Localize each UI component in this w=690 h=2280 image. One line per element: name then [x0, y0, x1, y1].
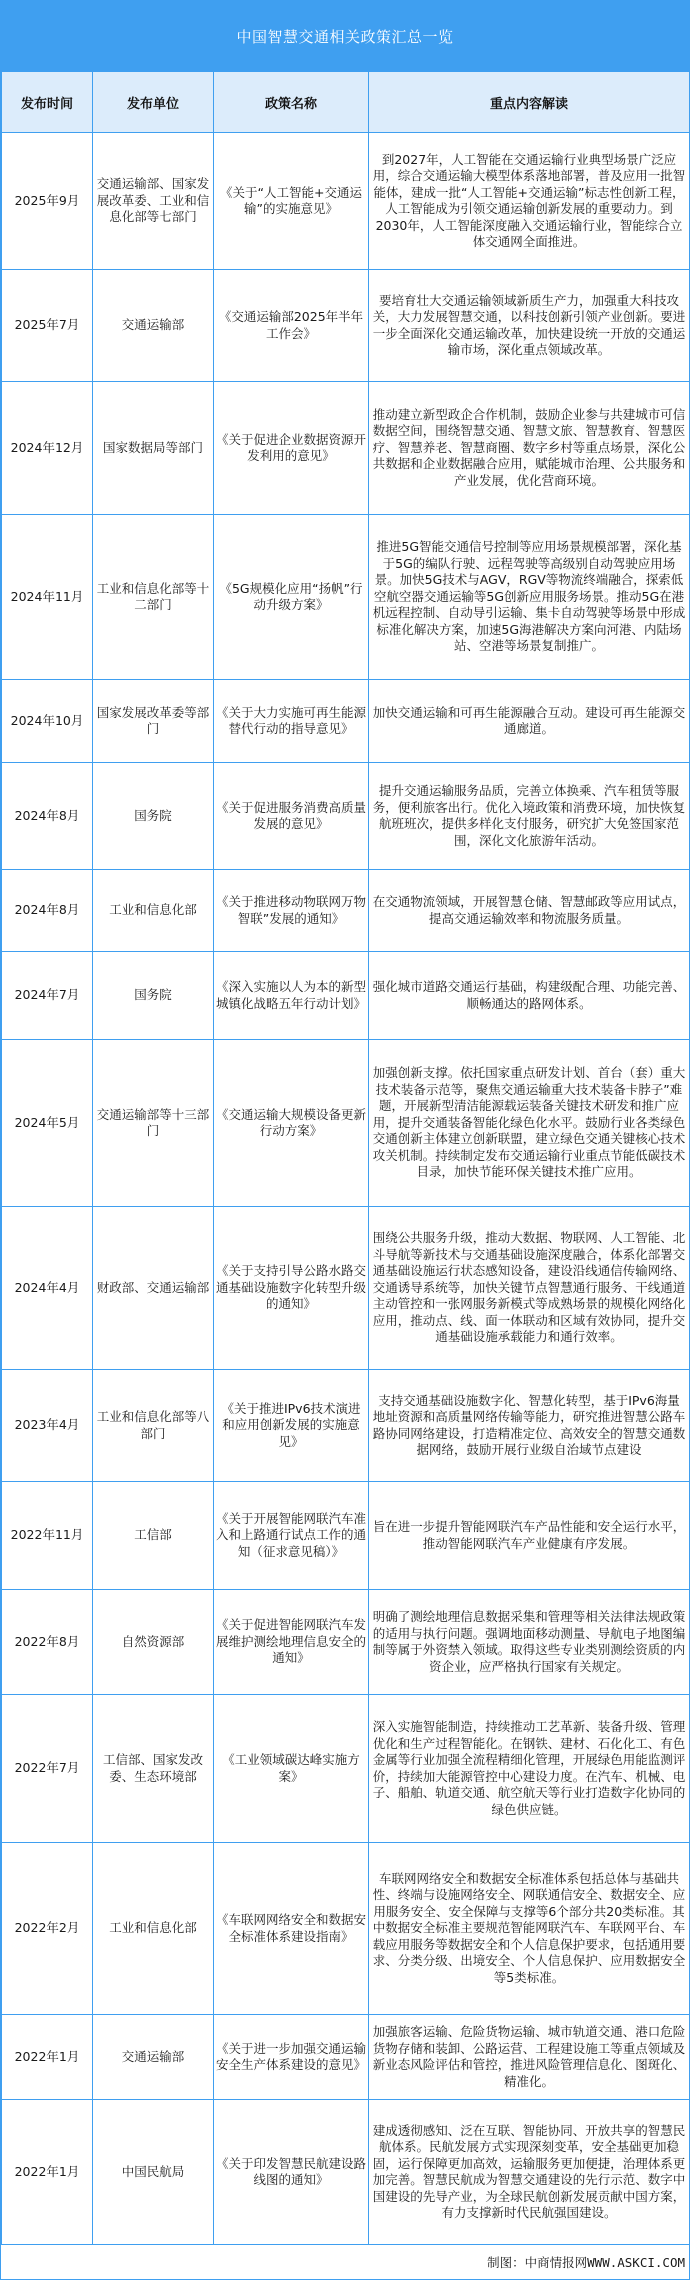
cell-date: 2025年9月 [2, 133, 93, 270]
table-row [2, 1590, 690, 1695]
page-title: 中国智慧交通相关政策汇总一览 [1, 1, 689, 71]
table-row [2, 1207, 690, 1370]
column-header-date: 发布时间 [2, 72, 93, 133]
table-row [2, 1040, 690, 1207]
cell-issuer: 国务院 [93, 763, 214, 870]
table-row [2, 515, 690, 680]
cell-date: 2024年7月 [2, 952, 93, 1040]
cell-summary: 加快交通运输和可再生能源融合互动。建设可再生能源交通廊道。 [369, 680, 690, 763]
table-header-row [2, 72, 690, 133]
cell-policy: 《关于推进IPv6技术演进和应用创新发展的实施意见》 [214, 1370, 369, 1482]
cell-date: 2024年11月 [2, 515, 93, 680]
table-row [2, 1695, 690, 1843]
policy-table [1, 71, 690, 2245]
cell-policy: 《工业领域碳达峰实施方案》 [214, 1695, 369, 1843]
cell-summary: 提升交通运输服务品质，完善立体换乘、汽车租赁等服务，便利旅客出行。优化入境政策和消费环境，加快恢复航班班次，提供多样化支付服务，研究扩大免签国家范围，深化文化旅游年活动。 [369, 763, 690, 870]
cell-policy: 《关于开展智能网联汽车准入和上路通行试点工作的通知（征求意见稿）》 [214, 1482, 369, 1590]
cell-summary: 旨在进一步提升智能网联汽车产品性能和安全运行水平，推动智能网联汽车产业健康有序发展。 [369, 1482, 690, 1590]
cell-policy: 《交通运输部2025年半年工作会》 [214, 270, 369, 382]
table-row [2, 133, 690, 270]
table-row [2, 2015, 690, 2100]
cell-summary: 加强创新支撑。依托国家重点研发计划、首台（套）重大技术装备示范等，聚焦交通运输重大技术装备卡脖子”难题，开展新型清洁能源载运装备关键技术研发和推广应用，提升交通装备智能化绿色化水平。鼓励行业各类绿色交通创新主体建立创新联盟，建立绿色交通关键核心技术攻关机制。持续制定发布交通运输行业重点节能低碳技术目录，加快节能环保关键技术推广应用。 [369, 1040, 690, 1207]
cell-issuer: 工业和信息化部 [93, 870, 214, 952]
cell-summary: 围绕公共服务升级，推动大数据、物联网、人工智能、北斗导航等新技术与交通基础设施深度融合，体系化部署交通基础设施运行状态感知设备，建设沿线通信传输网络、交通诱导系统等，加快关键节点智慧通行服务、干线通道主动管控和一张网服务新模式等成熟场景的规模化网络化应用，推动点、线、面一体联动和区域有效协同，提升交通基础设施承载能力和通行效率。 [369, 1207, 690, 1370]
cell-date: 2024年10月 [2, 680, 93, 763]
cell-policy: 《关于“人工智能+交通运输”的实施意见》 [214, 133, 369, 270]
cell-policy: 《关于促进智能网联汽车发展维护测绘地理信息安全的通知》 [214, 1590, 369, 1695]
cell-issuer: 国务院 [93, 952, 214, 1040]
cell-policy: 《深入实施以人为本的新型城镇化战略五年行动计划》 [214, 952, 369, 1040]
cell-policy: 《交通运输大规模设备更新行动方案》 [214, 1040, 369, 1207]
column-header-summary: 重点内容解读 [369, 72, 690, 133]
cell-date: 2022年1月 [2, 2100, 93, 2245]
cell-summary: 建成透彻感知、泛在互联、智能协同、开放共享的智慧民航体系。民航发展方式实现深刻变革，安全基础更加稳固，运行保障更加高效，运输服务更加便捷，治理体系更加完善。智慧民航成为智慧交通建设的先行示范、数字中国建设的先导产业，为全球民航创新发展贡献中国方案，有力支撑新时代民航强国建设。 [369, 2100, 690, 2245]
cell-date: 2022年7月 [2, 1695, 93, 1843]
column-header-policy: 政策名称 [214, 72, 369, 133]
cell-summary: 在交通物流领域，开展智慧仓储、智慧邮政等应用试点，提高交通运输效率和物流服务质量。 [369, 870, 690, 952]
cell-date: 2024年8月 [2, 870, 93, 952]
table-row [2, 2100, 690, 2245]
cell-date: 2022年8月 [2, 1590, 93, 1695]
cell-issuer: 财政部、交通运输部 [93, 1207, 214, 1370]
cell-issuer: 国家发展改革委等部门 [93, 680, 214, 763]
cell-policy: 《关于促进企业数据资源开发利用的意见》 [214, 382, 369, 515]
cell-date: 2024年12月 [2, 382, 93, 515]
cell-summary: 推进5G智能交通信号控制等应用场景规模部署，深化基于5G的编队行驶、远程驾驶等高级别自动驾驶应用场景。加快5G技术与AGV，RGV等物流终端融合，探索低空航空器交通运输等5G创新应用服务场景。推动5G在港机远程控制、自动导引运输、集卡自动驾驶等场景中形成标准化解决方案，加速5G海港解决方案向河港、内陆场站、空港等场景复制推广。 [369, 515, 690, 680]
cell-date: 2024年4月 [2, 1207, 93, 1370]
cell-policy: 《关于推进移动物联网万物智联”发展的通知》 [214, 870, 369, 952]
cell-date: 2024年5月 [2, 1040, 93, 1207]
cell-summary: 车联网网络安全和数据安全标准体系包括总体与基础共性、终端与设施网络安全、网联通信安全、数据安全、应用服务安全、安全保障与支撑等6个部分共20类标准。其中数据安全标准主要规范智能网联汽车、车联网平台、车载应用服务等数据安全和个人信息保护要求，包括通用要求、分类分级、出境安全、个人信息保护、应用数据安全等5类标准。 [369, 1843, 690, 2015]
cell-policy: 《关于大力实施可再生能源替代行动的指导意见》 [214, 680, 369, 763]
cell-date: 2025年7月 [2, 270, 93, 382]
cell-issuer: 工业和信息化部等十二部门 [93, 515, 214, 680]
cell-policy: 《关于支持引导公路水路交通基础设施数字化转型升级的通知》 [214, 1207, 369, 1370]
cell-issuer: 工信部 [93, 1482, 214, 1590]
table-row [2, 270, 690, 382]
table-row [2, 382, 690, 515]
table-row [2, 1370, 690, 1482]
cell-summary: 到2027年，人工智能在交通运输行业典型场景广泛应用，综合交通运输大模型体系落地部署，普及应用一批智能体，建成一批“人工智能+交通运输”标志性创新工程，人工智能成为引领交通运输创新发展的重要动力。到2030年，人工智能深度融入交通运输行业，智能综合立体交通网全面推进。 [369, 133, 690, 270]
table-row [2, 870, 690, 952]
cell-issuer: 中国民航局 [93, 2100, 214, 2245]
cell-policy: 《车联网网络安全和数据安全标准体系建设指南》 [214, 1843, 369, 2015]
table-row [2, 680, 690, 763]
table-row [2, 1482, 690, 1590]
cell-issuer: 交通运输部等十三部门 [93, 1040, 214, 1207]
cell-summary: 支持交通基础设施数字化、智慧化转型，基于IPv6海量地址资源和高质量网络传输等能力，研究推进智慧公路车路协同网络建设，打造精准定位、高效安全的智慧交通数据网络，鼓励开展行业级自治域节点建设 [369, 1370, 690, 1482]
table-row [2, 952, 690, 1040]
cell-summary: 强化城市道路交通运行基础，构建级配合理、功能完善、顺畅通达的路网体系。 [369, 952, 690, 1040]
cell-date: 2022年11月 [2, 1482, 93, 1590]
table-row [2, 763, 690, 870]
cell-date: 2022年2月 [2, 1843, 93, 2015]
cell-summary: 推动建立新型政企合作机制，鼓励企业参与共建城市可信数据空间，围绕智慧交通、智慧文旅、智慧教育、智慧医疗、智慧养老、智慧商圈、数字乡村等重点场景，深化公共数据和企业数据融合应用，赋能城市治理、公共服务和产业发展，优化营商环境。 [369, 382, 690, 515]
cell-date: 2024年8月 [2, 763, 93, 870]
source-credit: 制图：中商情报网WWW.ASKCI.COM [487, 2255, 685, 2270]
cell-summary: 深入实施智能制造，持续推动工艺革新、装备升级、管理优化和生产过程智能化。在钢铁、建材、石化化工、有色金属等行业加强全流程精细化管理，开展绿色用能监测评价，持续加大能源管控中心建设力度。在汽车、机械、电子、船舶、轨道交通、航空航天等行业打造数字化协同的绿色供应链。 [369, 1695, 690, 1843]
cell-policy: 《关于进一步加强交通运输安全生产体系建设的意见》 [214, 2015, 369, 2100]
cell-policy: 《5G规模化应用“扬帆”行动升级方案》 [214, 515, 369, 680]
cell-summary: 明确了测绘地理信息数据采集和管理等相关法律法规政策的适用与执行问题。强调地面移动测量、导航电子地图编制等属于外资禁入领域。取得这些专业类别测绘资质的内资企业，应严格执行国家有关规定。 [369, 1590, 690, 1695]
cell-summary: 要培育壮大交通运输领域新质生产力，加强重大科技攻关，大力发展智慧交通，以科技创新引领产业创新。要进一步全面深化交通运输改革，加快建设统一开放的交通运输市场，深化重点领域改革。 [369, 270, 690, 382]
cell-policy: 《关于促进服务消费高质量发展的意见》 [214, 763, 369, 870]
cell-date: 2023年4月 [2, 1370, 93, 1482]
cell-issuer: 交通运输部 [93, 270, 214, 382]
cell-issuer: 工信部、国家发改委、生态环境部 [93, 1695, 214, 1843]
cell-issuer: 工业和信息化部等八部门 [93, 1370, 214, 1482]
cell-date: 2022年1月 [2, 2015, 93, 2100]
cell-issuer: 交通运输部 [93, 2015, 214, 2100]
column-header-issuer: 发布单位 [93, 72, 214, 133]
cell-issuer: 自然资源部 [93, 1590, 214, 1695]
cell-policy: 《关于印发智慧民航建设路线图的通知》 [214, 2100, 369, 2245]
cell-summary: 加强旅客运输、危险货物运输、城市轨道交通、港口危险货物存储和装卸、公路运营、工程建设施工等重点领域及新业态风险评估和管控，推进风险管理信息化、图斑化、精准化。 [369, 2015, 690, 2100]
table-row [2, 1843, 690, 2015]
cell-issuer: 工业和信息化部 [93, 1843, 214, 2015]
cell-issuer: 国家数据局等部门 [93, 382, 214, 515]
cell-issuer: 交通运输部、国家发展改革委、工业和信息化部等七部门 [93, 133, 214, 270]
